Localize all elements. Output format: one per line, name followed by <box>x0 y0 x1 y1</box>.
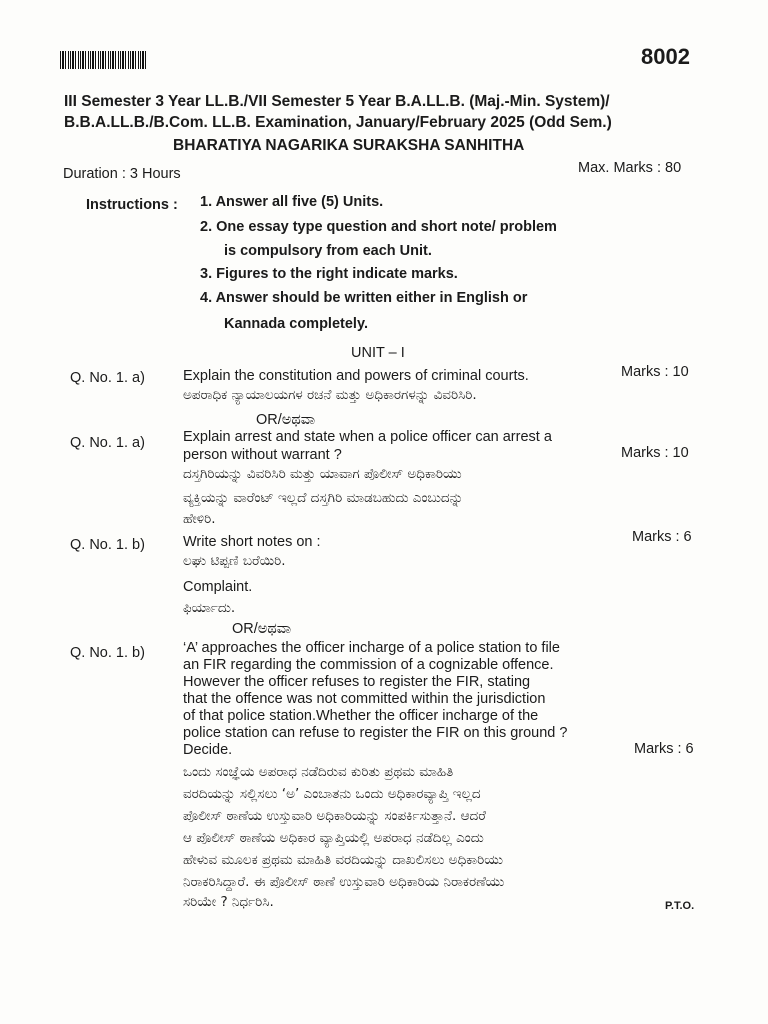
question-text: that the offence was not committed within the jurisdiction <box>183 691 546 707</box>
instruction-4-cont: Kannada completely. <box>224 316 368 332</box>
or-separator: OR/ಅಥವಾ <box>256 412 316 428</box>
unit-title: UNIT – I <box>351 345 405 361</box>
question-text: ‘A’ approaches the officer incharge of a police station to file <box>183 640 560 656</box>
instruction-1: 1. Answer all five (5) Units. <box>200 194 384 210</box>
question-kannada: ದಸ್ತಗಿರಿಯನ್ನು ವಿವರಿಸಿರಿ ಮತ್ತು ಯಾವಾಗ ಪೊಲೀಸ್ ಅಧಿಕಾರಿಯು <box>183 466 462 482</box>
marks: Marks : 10 <box>621 445 689 461</box>
instruction-4: 4. Answer should be written either in English or <box>200 290 528 306</box>
header-line-1: III Semester 3 Year LL.B./VII Semester 5 Year B.A.LL.B. (Maj.-Min. System)/ <box>64 93 610 110</box>
marks: Marks : 6 <box>634 741 694 757</box>
question-text: person without warrant ? <box>183 447 342 463</box>
max-marks: Max. Marks : 80 <box>578 160 682 176</box>
question-kannada: ಪೊಲೀಸ್ ಠಾಣೆಯ ಉಸ್ತುವಾರಿ ಅಧಿಕಾರಿಯನ್ನು ಸಂಪರ್ಕಿಸುತ್ತಾನೆ. ಆದರೆ <box>183 808 486 824</box>
question-kannada: ಅಪರಾಧಿಕ ನ್ಯಾಯಾಲಯಗಳ ರಚನೆ ಮತ್ತು ಅಧಿಕಾರಗಳನ್ನು ವಿವರಿಸಿರಿ. <box>183 387 477 403</box>
question-kannada: ವ್ಯಕ್ತಿಯನ್ನು ವಾರೆಂಟ್ ಇಲ್ಲದೆ ದಸ್ತಗಿರಿ ಮಾಡಬಹುದು ಎಂಬುದನ್ನು <box>183 490 464 506</box>
instruction-3: 3. Figures to the right indicate marks. <box>200 266 458 282</box>
question-text: Write short notes on : <box>183 534 321 550</box>
question-text: Explain arrest and state when a police officer can arrest a <box>183 429 552 445</box>
question-kannada: ಹೇಳುವ ಮೂಲಕ ಪ್ರಥಮ ಮಾಹಿತಿ ವರದಿಯನ್ನು ದಾಖಲಿಸಲು ಅಧಿಕಾರಿಯು <box>183 852 504 868</box>
question-kannada: ನಿರಾಕರಿಸಿದ್ದಾರೆ. ಈ ಪೊಲೀಸ್ ಠಾಣೆ ಉಸ್ತುವಾರಿ ಅಧಿಕಾರಿಯ ನಿರಾಕರಣೆಯು <box>183 874 505 890</box>
duration: Duration : 3 Hours <box>63 166 181 182</box>
question-label: Q. No. 1. b) <box>70 645 145 661</box>
question-kannada: ಹೇಳಿರಿ. <box>183 511 216 527</box>
question-label: Q. No. 1. b) <box>70 537 145 553</box>
header-line-2: B.B.A.LL.B./B.Com. LL.B. Examination, January/February 2025 (Odd Sem.) <box>64 114 612 131</box>
short-note-item: Complaint. <box>183 579 253 595</box>
subject-title: BHARATIYA NAGARIKA SURAKSHA SANHITHA <box>173 137 525 154</box>
question-text: Explain the constitution and powers of criminal courts. <box>183 368 529 384</box>
question-kannada: ಲಘು ಟಿಪ್ಪಣಿ ಬರೆಯಿರಿ. <box>183 553 286 569</box>
instructions-label: Instructions : <box>86 197 178 213</box>
page-turn-note: P.T.O. <box>665 900 695 912</box>
or-separator: OR/ಅಥವಾ <box>232 621 292 637</box>
marks: Marks : 10 <box>621 364 689 380</box>
question-text: of that police station.Whether the officer incharge of the <box>183 708 539 724</box>
question-kannada: ಸರಿಯೇ ? ನಿರ್ಧರಿಸಿ. <box>183 894 274 910</box>
short-note-item-kannada: ಫಿರ್ಯಾದು. <box>183 600 236 616</box>
instruction-2: 2. One essay type question and short note/ problem <box>200 219 557 235</box>
question-kannada: ಆ ಪೊಲೀಸ್ ಠಾಣೆಯ ಅಧಿಕಾರ ವ್ಯಾಪ್ತಿಯಲ್ಲಿ ಅಪರಾಧ ನಡೆದಿಲ್ಲ ಎಂದು <box>183 830 484 846</box>
marks: Marks : 6 <box>632 529 692 545</box>
question-text: However the officer refuses to register the FIR, stating <box>183 674 531 690</box>
question-text: Decide. <box>183 742 233 758</box>
question-kannada: ಒಂದು ಸಂಜ್ಞೆಯ ಅಪರಾಧ ನಡೆದಿರುವ ಕುರಿತು ಪ್ರಥಮ ಮಾಹಿತಿ <box>183 764 454 780</box>
question-label: Q. No. 1. a) <box>70 370 145 386</box>
question-kannada: ವರದಿಯನ್ನು ಸಲ್ಲಿಸಲು ‘ಅ’ ಎಂಬಾತನು ಒಂದು ಅಧಿಕಾರವ್ಯಾಪ್ತಿ ಇಲ್ಲದ <box>183 786 481 802</box>
question-text: police station can refuse to register the FIR on this ground ? <box>183 725 568 741</box>
instruction-2-cont: is compulsory from each Unit. <box>224 243 432 259</box>
question-text: an FIR regarding the commission of a cognizable offence. <box>183 657 554 673</box>
question-label: Q. No. 1. a) <box>70 435 145 451</box>
barcode <box>60 51 148 69</box>
paper-code: 8002 <box>641 44 690 69</box>
